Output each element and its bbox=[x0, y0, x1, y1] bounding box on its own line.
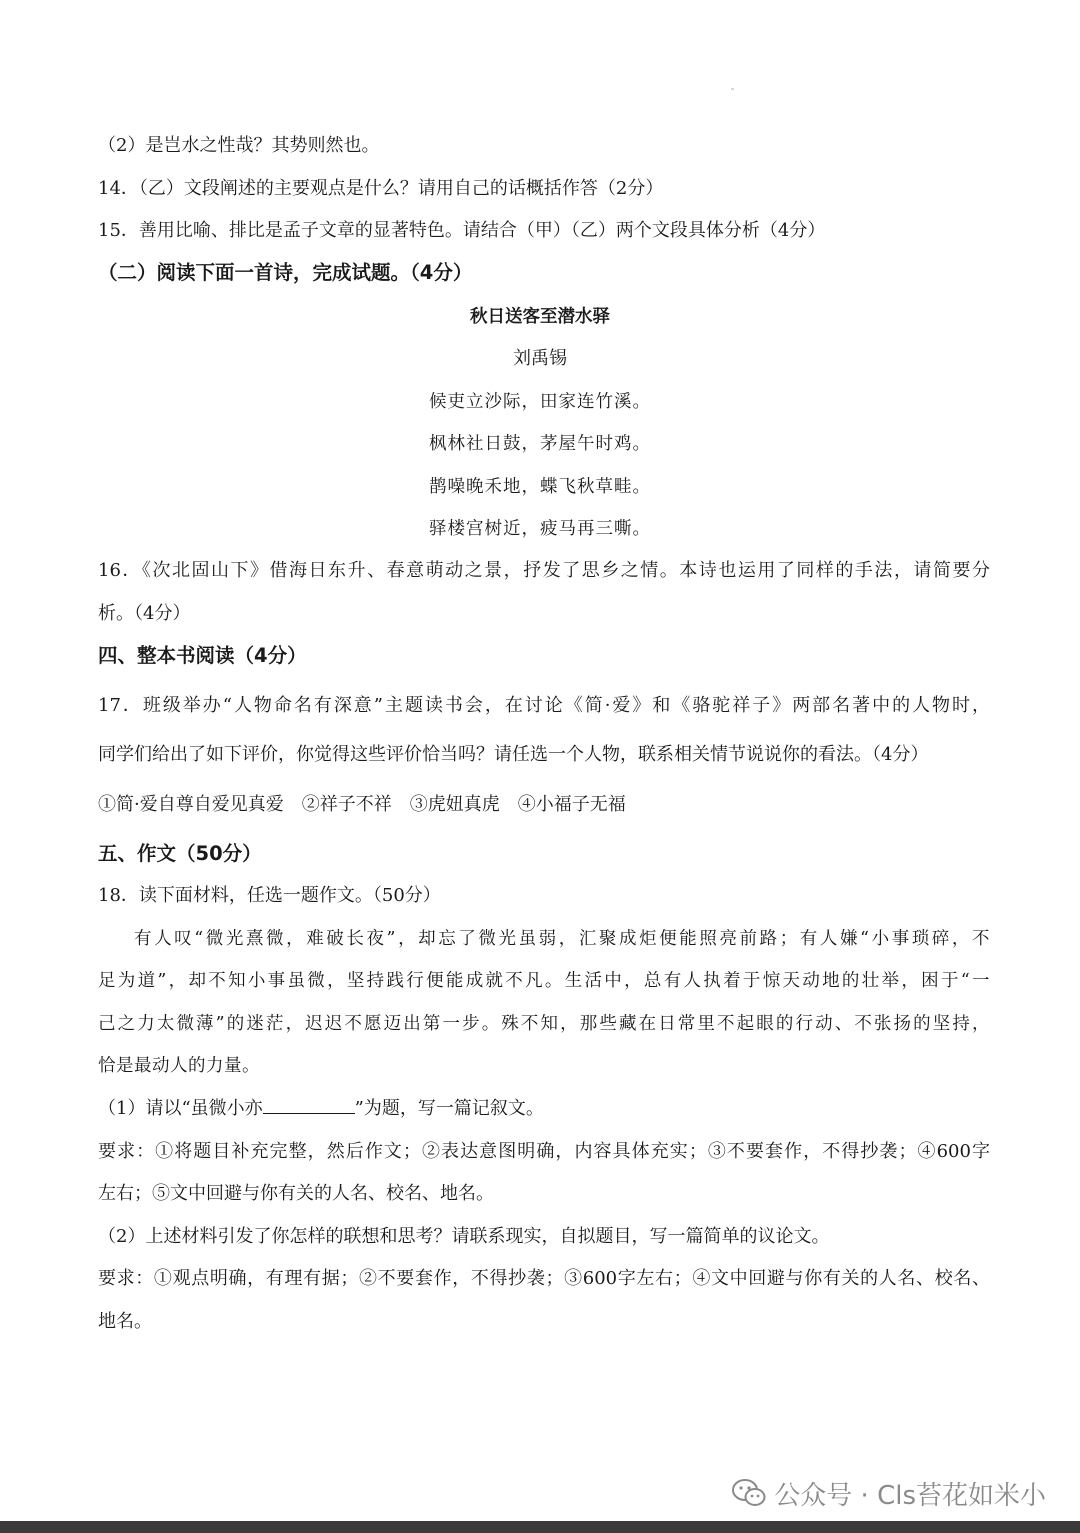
poem-line: 鹊噪晚禾地，蝶飞秋草畦。 bbox=[429, 477, 651, 497]
question-15: 15．善用比喻、排比是孟子文章的显著特色。请结合（甲）（乙）两个文段具体分析（4分） bbox=[98, 220, 826, 241]
question-16-line-2: 析。（4分） bbox=[98, 603, 191, 624]
requirements-1-line-2: 左右；⑤文中回避与你有关的人名、校名、地名。 bbox=[98, 1183, 494, 1204]
watermark-text: 公众号 · Cls苔花如米小 bbox=[774, 1480, 1046, 1511]
material-line-4: 恰是最动人的力量。 bbox=[98, 1056, 260, 1076]
essay-option-1 bbox=[98, 1097, 990, 1121]
question-16-line-1: 16．《次北固山下》借海日东升、春意萌动之景，抒发了思乡之情。本诗也运用了同样的手法，请简要分 bbox=[98, 560, 990, 581]
question-14: 14．（乙）文段阐述的主要观点是什么？请用自己的话概括作答（2分） bbox=[98, 178, 664, 199]
material-line-2: 足为道”，却不知小事虽微，坚持践行便能成就不凡。生活中，总有人执着于惊天动地的壮举，困于“一 bbox=[98, 971, 990, 991]
section-4-heading: 四、整本书阅读（4分） bbox=[98, 644, 307, 667]
section-5-heading: 五、作文（50分） bbox=[98, 842, 262, 865]
material-line-3: 己之力太微薄”的迷茫，迟迟不愿迈出第一步。殊不知，那些藏在日常里不起眼的行动、不张扬的坚持， bbox=[98, 1014, 990, 1034]
requirements-1-line-1: 要求：①将题目补充完整，然后作文；②表达意图明确，内容具体充实；③不要套作，不得抄袭；④600字 bbox=[98, 1141, 990, 1162]
watermark bbox=[732, 1473, 1046, 1513]
poem-line: 候吏立沙际，田家连竹溪。 bbox=[429, 392, 651, 412]
question-17-line-2: 同学们给出了如下评价，你觉得这些评价恰当吗？请任选一个人物，联系相关情节说说你的看法。（4分） bbox=[98, 744, 929, 765]
wechat-icon bbox=[732, 1478, 766, 1508]
question-18: 18．读下面材料，任选一题作文。（50分） bbox=[98, 885, 441, 906]
essay-option-2: （2）上述材料引发了你怎样的联想和思考？请联系现实，自拟题目，写一篇简单的议论文。 bbox=[98, 1226, 830, 1247]
poem-line: 驿楼宫树近，疲马再三嘶。 bbox=[429, 519, 651, 539]
bottom-bar bbox=[0, 1521, 1080, 1533]
requirements-2-line-1: 要求：①观点明确，有理有据；②不要套作，不得抄袭；③600字左右；④文中回避与你有关的人名、校名、 bbox=[98, 1268, 990, 1289]
poem-author: 刘禹锡 bbox=[513, 348, 567, 369]
material-line-1: 有人叹“微光熹微，难破长夜”，却忘了微光虽弱，汇聚成炬便能照亮前路；有人嫌“小事琐碎，不 bbox=[134, 929, 990, 949]
question-17-options: ①简·爱自尊自爱见真爱 ②祥子不祥 ③虎妞真虎 ④小福子无福 bbox=[98, 794, 626, 815]
essay-option-1-prefix: （1）请以“虽微小亦 bbox=[98, 1098, 263, 1119]
poem-line: 枫林社日鼓，茅屋午时鸡。 bbox=[429, 434, 651, 454]
section-2-heading: （二）阅读下面一首诗，完成试题。（4分） bbox=[98, 261, 473, 284]
question-17-line-1: 17．班级举办“人物命名有深意”主题读书会，在讨论《简·爱》和《骆驼祥子》两部名著中的人物时， bbox=[98, 695, 990, 716]
essay-option-1-suffix: ”为题，写一篇记叙文。 bbox=[354, 1098, 544, 1119]
q13-item-2: （2）是岂水之性哉？其势则然也。 bbox=[98, 135, 380, 156]
requirements-2-line-2: 地名。 bbox=[98, 1311, 152, 1332]
scan-speck bbox=[731, 88, 734, 90]
poem-title: 秋日送客至潜水驿 bbox=[470, 307, 610, 327]
title-blank bbox=[263, 1097, 355, 1114]
